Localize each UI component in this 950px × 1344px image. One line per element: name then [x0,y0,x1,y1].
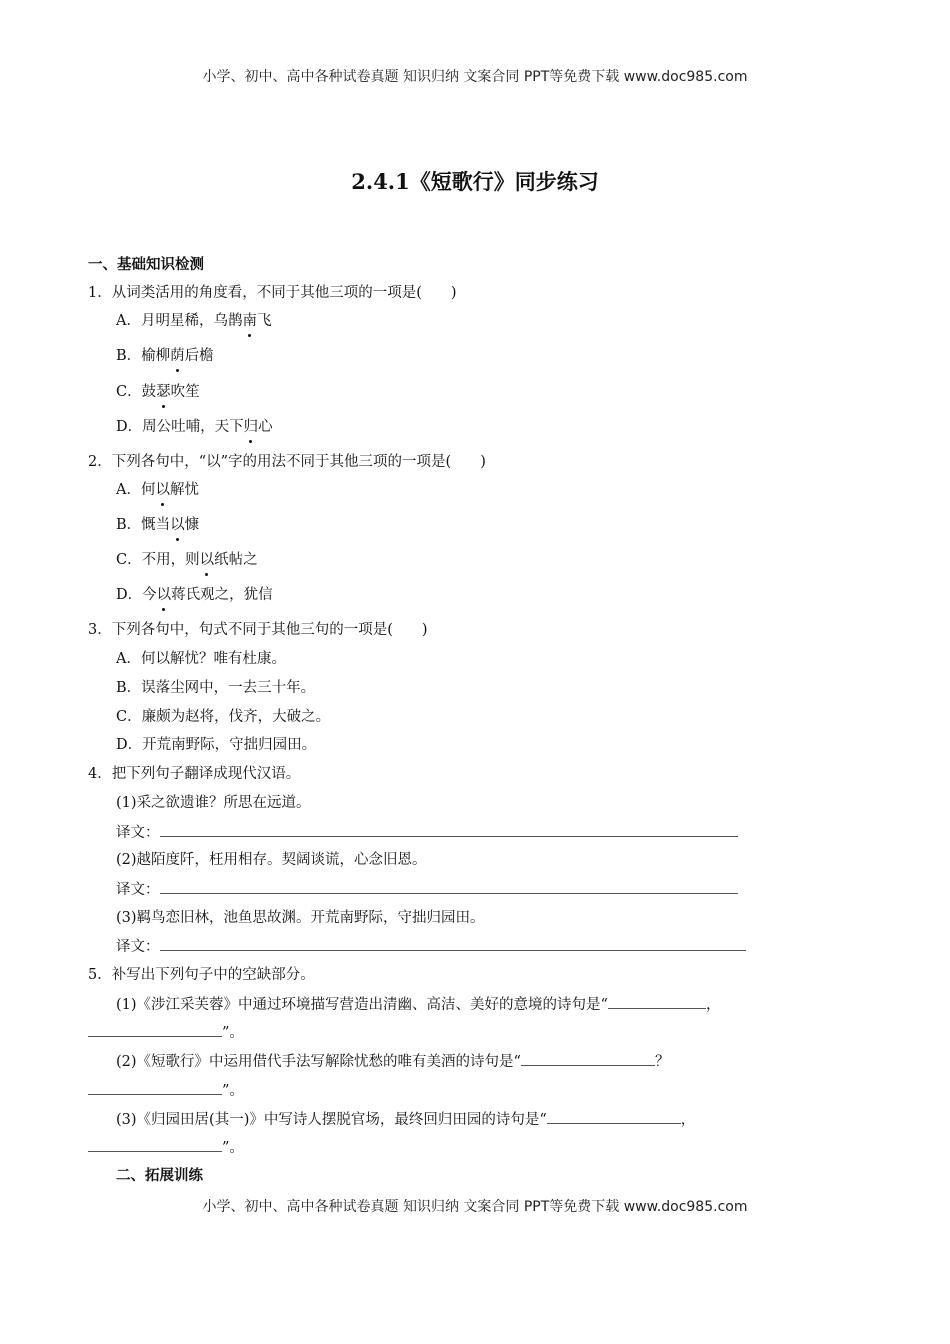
answer-blank[interactable] [88,1080,222,1095]
question-2-option-d: D．今以蒋氏观之，犹信 [116,587,273,603]
question-2-option-b: B．慨当以慷 [116,517,200,533]
question-4-answer-3: 译文： [116,936,746,957]
question-2-option-c: C．不用，则以纸帖之 [116,552,258,568]
emphasis-mark: 以 [199,552,215,568]
question-5-item-2-cont: ”。 [88,1080,244,1101]
emphasis-mark: 南 [242,313,257,329]
emphasis-mark: 以 [156,587,172,603]
question-1-stem: 1．从词类活用的角度看，不同于其他三项的一项是( ) [88,285,457,301]
question-3-stem: 3．下列各句中，句式不同于其他三句的一项是( ) [88,622,428,638]
question-5-item-1-cont: ”。 [88,1022,244,1043]
emphasis-mark: 荫 [170,348,185,364]
section-heading-extension: 二、拓展训练 [116,1168,203,1184]
question-3-option-a: A．何以解忧？唯有杜康。 [116,651,286,667]
question-4-stem: 4．把下列句子翻译成现代汉语。 [88,766,301,782]
question-1-option-a: A．月明星稀，乌鹊南飞 [116,313,272,329]
answer-blank[interactable] [547,1109,681,1124]
question-5-stem: 5．补写出下列句子中的空缺部分。 [88,967,315,983]
question-4-answer-1: 译文： [116,822,738,843]
question-5-item-3-cont: ”。 [88,1137,244,1158]
question-3-option-d: D．开荒南野际，守拙归园田。 [116,737,317,753]
question-2-option-a: A．何以解忧 [116,482,199,498]
emphasis-mark: 以 [170,517,185,533]
question-1-option-c: C．鼓瑟吹笙 [116,384,200,400]
question-4-sentence-3: (3)羁鸟恋旧林，池鱼思故渊。开荒南野际，守拙归园田。 [116,910,485,926]
question-2-stem: 2．下列各句中，“以”字的用法不同于其他三项的一项是( ) [88,454,486,470]
page-title: 2.4.1《短歌行》同步练习 [351,169,599,194]
answer-blank[interactable] [608,994,706,1009]
question-4-sentence-2: (2)越陌度阡，枉用相存。契阔谈谎，心念旧恩。 [116,852,427,868]
question-5-item-3: (3)《归园田居(其一)》中写诗人摆脱官场，最终回归田园的诗句是“ ， [116,1109,695,1130]
answer-blank[interactable] [88,1137,222,1152]
question-5-item-1: (1)《涉江采芙蓉》中通过环境描写营造出清幽、高洁、美好的意境的诗句是“ ， [116,994,720,1015]
emphasis-mark: 瑟 [156,384,171,400]
emphasis-mark: 归 [243,419,259,435]
emphasis-mark: 以 [155,482,170,498]
page-footer: 小学、初中、高中各种试卷真题 知识归纳 文案合同 PPT等免费下载 www.doc985.com [202,1199,748,1215]
answer-blank[interactable] [521,1051,655,1066]
answer-blank[interactable] [160,936,746,951]
question-3-option-c: C．廉颇为赵将，伐齐，大破之。 [116,709,331,725]
question-5-item-2: (2)《短歌行》中运用借代手法写解除忧愁的唯有美酒的诗句是“ ？ [116,1051,669,1072]
question-1-option-b: B．榆柳荫后檐 [116,348,214,364]
question-3-option-b: B．误落尘网中，一去三十年。 [116,680,316,696]
question-1-option-d: D．周公吐哺，天下归心 [116,419,273,435]
question-4-answer-2: 译文： [116,879,738,900]
answer-blank[interactable] [88,1022,222,1037]
page-header: 小学、初中、高中各种试卷真题 知识归纳 文案合同 PPT等免费下载 www.doc985.com [202,69,748,85]
question-4-sentence-1: (1)采之欲遗谁？所思在远道。 [116,795,311,811]
section-heading-basic: 一、基础知识检测 [88,257,204,273]
answer-blank[interactable] [160,879,738,894]
answer-blank[interactable] [160,822,738,837]
